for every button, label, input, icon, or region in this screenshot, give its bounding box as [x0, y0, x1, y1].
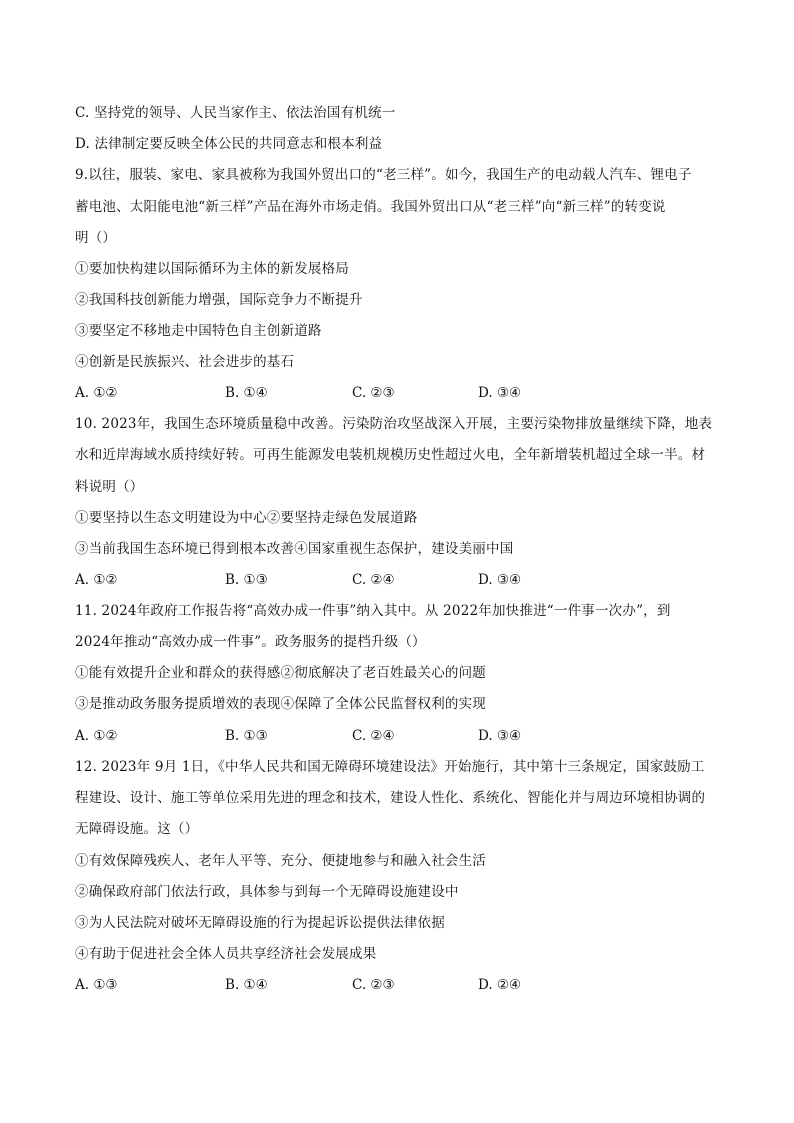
q11-option-d[interactable]: D. ③④ — [478, 728, 522, 744]
q11-option-a[interactable]: A. ①② — [75, 728, 118, 744]
q11-option-c[interactable]: C. ②④ — [352, 728, 395, 744]
q12-statement-4: ④有助于促进社会全体人员共享经济社会发展成果 — [75, 946, 377, 962]
q10-stem-line-3: 料说明（） — [75, 479, 144, 495]
q9-stem-line-2: 蓄电池、太阳能电池“新三样”产品在海外市场走俏。我国外贸出口从“老三样”向“新三样”的转变说 — [75, 199, 666, 215]
q9-options — [75, 384, 715, 402]
q12-option-b[interactable]: B. ①④ — [225, 977, 268, 993]
q12-option-d[interactable]: D. ②④ — [478, 977, 522, 993]
q10-options — [75, 571, 715, 589]
q12-options — [75, 976, 715, 994]
q11-option-b[interactable]: B. ①③ — [225, 728, 268, 744]
q10-statement-1: ①要坚持以生态文明建设为中心②要坚持走绿色发展道路 — [75, 510, 418, 526]
q9-option-c[interactable]: C. ②③ — [352, 385, 395, 401]
q11-statement-1: ①能有效提升企业和群众的获得感②彻底解决了老百姓最关心的问题 — [75, 665, 486, 681]
q11-stem-line-2: 2024年推动“高效办成一件事”。政务服务的提档升级（） — [75, 634, 426, 650]
q10-option-c[interactable]: C. ②④ — [352, 572, 395, 588]
q9-option-b[interactable]: B. ①④ — [225, 385, 268, 401]
q10-option-a[interactable]: A. ①② — [75, 572, 118, 588]
q10-statement-2: ③当前我国生态环境已得到根本改善④国家重视生态保护，建设美丽中国 — [75, 541, 514, 557]
q10-stem-line-1: 10. 2023年，我国生态环境质量稳中改善。污染防治攻坚战深入开展，主要污染物排放量继续下降，地表 — [75, 416, 713, 432]
q9-option-d[interactable]: D. ③④ — [478, 385, 522, 401]
q9-statement-1: ①要加快构建以国际循环为主体的新发展格局 — [75, 261, 349, 277]
q12-stem-line-2: 程建设、设计、施工等单位采用先进的理念和技术，建设人性化、系统化、智能化并与周边环境相协调的 — [75, 790, 706, 806]
q12-statement-1: ①有效保障残疾人、老年人平等、充分、便捷地参与和融入社会生活 — [75, 853, 486, 869]
q12-statement-2: ②确保政府部门依法行政，具体参与到每一个无障碍设施建设中 — [75, 884, 459, 900]
q9-stem-line-1: 9.以往，服装、家电、家具被称为我国外贸出口的“老三样”。如今，我国生产的电动载人汽车、锂电子 — [75, 167, 692, 183]
q9-statement-2: ②我国科技创新能力增强，国际竞争力不断提升 — [75, 292, 363, 308]
prev-option-d: D. 法律制定要反映全体公民的共同意志和根本利益 — [75, 136, 383, 152]
q12-statement-3: ③为人民法院对破坏无障碍设施的行为提起诉讼提供法律依据 — [75, 915, 445, 931]
q11-options — [75, 727, 715, 745]
q11-stem-line-1: 11. 2024年政府工作报告将“高效办成一件事”纳入其中。从 2022年加快推进“一件事一次办”，到 — [75, 603, 671, 619]
q10-option-d[interactable]: D. ③④ — [478, 572, 522, 588]
q12-option-a[interactable]: A. ①③ — [75, 977, 118, 993]
q10-option-b[interactable]: B. ①③ — [225, 572, 268, 588]
q10-stem-line-2: 水和近岸海域水质持续好转。可再生能源发电装机规模历史性超过火电，全年新增装机超过全球一半。材 — [75, 447, 706, 463]
q12-option-c[interactable]: C. ②③ — [352, 977, 395, 993]
q9-statement-3: ③要坚定不移地走中国特色自主创新道路 — [75, 323, 322, 339]
q9-stem-line-3: 明（） — [75, 230, 117, 246]
prev-option-c: C. 坚持党的领导、人民当家作主、依法治国有机统一 — [75, 105, 396, 121]
q9-option-a[interactable]: A. ①② — [75, 385, 118, 401]
q11-statement-2: ③是推动政务服务提质增效的表现④保障了全体公民监督权利的实现 — [75, 696, 486, 712]
q12-stem-line-1: 12. 2023年 9月 1日，《中华人民共和国无障碍环境建设法》开始施行，其中第十三条规定，国家鼓励工 — [75, 759, 705, 775]
q9-statement-4: ④创新是民族振兴、社会进步的基石 — [75, 354, 295, 370]
q12-stem-line-3: 无障碍设施。这（） — [75, 821, 199, 837]
